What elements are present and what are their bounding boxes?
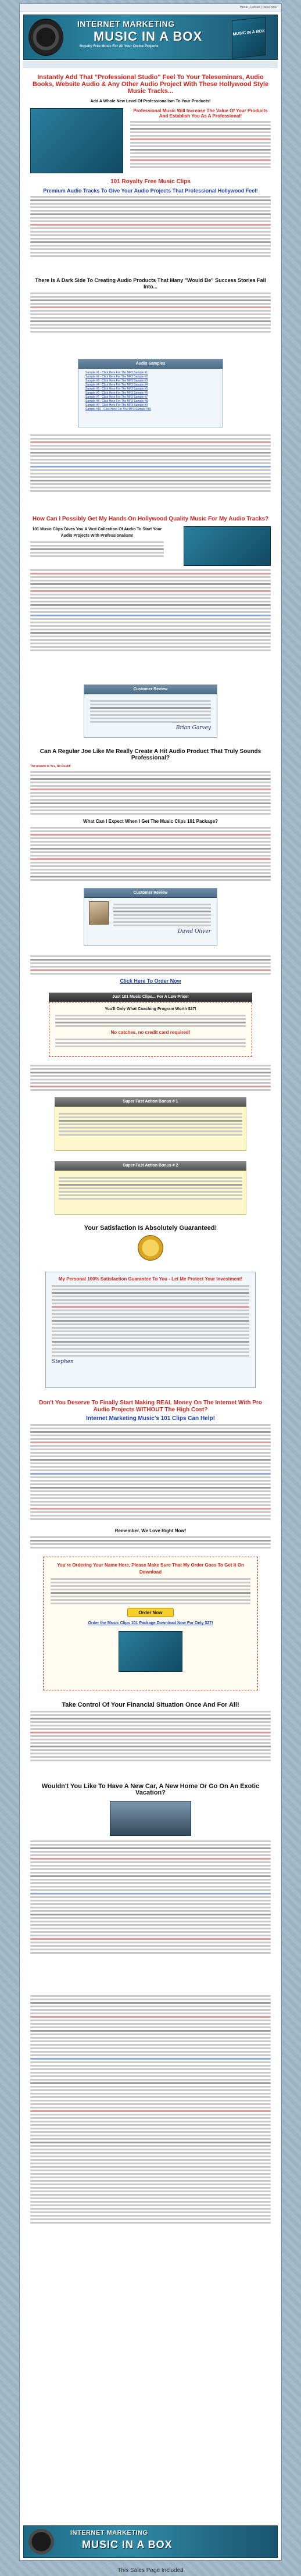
sample-link[interactable]: Sample #3 - Click Here For The MP3 Sample #3: [85, 379, 148, 383]
sample-link[interactable]: Sample #10 - Click Here For The MP3 Sample #10: [85, 408, 151, 411]
order-box-title: You're Ordering Your Name Here, Please Make Sure That My Order Goes To Get It On Download: [57, 1562, 244, 1575]
order-now-button[interactable]: Order Now: [127, 1608, 174, 1617]
hero-subhead: Add A Whole New Level Of Professionalism To Your Products!: [90, 99, 211, 104]
deserve-headline: Don't You Deserve To Finally Start Making REAL Money On The Internet With Pro Audio Projects WITHOUT The High Cost?: [39, 1400, 262, 1413]
offer-body: [49, 1002, 252, 1057]
testimonial-1-body: [84, 694, 217, 734]
product-box-art: [30, 108, 123, 173]
order-box: [43, 1557, 258, 1690]
musician-section: [30, 748, 271, 883]
hero-headline: Instantly Add That "Professional Studio" Feel To Your Teleseminars, Audio Books, Website Audio & Any Other Audio Project With These Hollywood Style Music Tracks...: [32, 74, 269, 95]
pre-bonus: [30, 1062, 271, 1093]
testimonial-2-signature: David Oliver: [177, 929, 211, 934]
product-box-label: MUSIC IN A BOX: [232, 29, 265, 37]
page-caption: This Sales Page Included: [117, 2567, 184, 2574]
product-box-art-2: [184, 526, 271, 566]
footer-line2: MUSIC IN A BOX: [82, 2539, 173, 2550]
car-headline: Wouldn't You Like To Have A New Car, A New Home Or Go On An Exotic Vacation?: [41, 1783, 260, 1796]
header-banner: [23, 15, 278, 60]
guarantee-box: [45, 1272, 256, 1388]
bonus-1-body: [55, 1107, 246, 1151]
guarantee-seal-wrap: [30, 1235, 271, 1261]
order-price-link[interactable]: Order the Music Clips 101 Package Download Now For Only $27!: [88, 1621, 213, 1625]
sample-link[interactable]: Sample #4 - Click Here For The MP3 Sample #4: [85, 383, 148, 387]
offer-line1: You'll Only What Coaching Program Worth $27!: [105, 1007, 196, 1011]
speaker-icon: [28, 19, 63, 56]
dark-side-section: [30, 277, 271, 335]
testimonial-box-1: [84, 684, 217, 738]
offer-title: Just 101 Music Clips... For A Low Price!: [49, 993, 252, 1002]
musician-answer: The answer is Yes, No Doubt!: [30, 765, 71, 768]
offer-box: [49, 993, 252, 1057]
bonus-2-title: Super Fast Action Bonus # 2: [55, 1161, 246, 1171]
remember-headline: Remember, We Love Right Now!: [114, 1528, 187, 1533]
top-links[interactable]: Home | Contact | Order Now: [20, 4, 281, 12]
sample-link[interactable]: Sample #9 - Click Here For The MP3 Sample #9: [85, 404, 148, 407]
testimonial-1-title: Customer Review: [84, 685, 217, 694]
hero-section: [30, 74, 271, 195]
hero-side: [130, 108, 271, 170]
deserve-section: [30, 1400, 271, 1522]
post-samples: [30, 432, 271, 494]
footer-line1: INTERNET MARKETING: [70, 2529, 148, 2536]
header-subtitle: Royalty Free Music For All Your Online Projects: [80, 45, 159, 48]
tracks-subhead: Premium Audio Tracks To Give Your Audio Projects That Professional Hollywood Feel!: [43, 188, 258, 194]
car-image: [110, 1801, 191, 1836]
sales-page: [19, 3, 282, 2561]
order-body: [44, 1557, 257, 1676]
guarantee-section: [30, 1225, 271, 1261]
testimonial-1-signature: Brian Garvey: [175, 725, 211, 731]
guarantee-seal-icon: [138, 1235, 163, 1261]
no-catches: No catches, no credit card required!: [110, 1030, 191, 1035]
hollywood-row: [30, 526, 271, 567]
cta-area: [30, 953, 271, 984]
sample-link[interactable]: Sample #7 - Click Here For The MP3 Sample #7: [85, 395, 148, 399]
product-box-image: [232, 17, 266, 59]
bonus-1-box: [55, 1097, 246, 1151]
car-section: [30, 1783, 271, 1956]
bonus-2-box: [55, 1161, 246, 1215]
order-box-art: [119, 1631, 182, 1672]
samples-list: [78, 369, 223, 414]
control-headline: Take Control Of Your Financial Situation Once And For All!: [62, 1701, 239, 1708]
nav-strip: [23, 61, 278, 68]
guarantee-box-title: My Personal 100% Satisfaction Guarantee To You - Let Me Protect Your Investment!: [58, 1276, 243, 1282]
testimonial-box-2: [84, 888, 217, 946]
footer-header: [23, 2525, 278, 2558]
sample-link[interactable]: Sample #6 - Click Here For The MP3 Sample #6: [85, 391, 148, 395]
control-section: [30, 1702, 271, 1764]
testimonial-2-title: Customer Review: [84, 889, 217, 898]
order-link[interactable]: Click Here To Order Now: [120, 978, 181, 984]
tracks-section: [30, 179, 271, 259]
header-line1: INTERNET MARKETING: [77, 19, 175, 28]
testimonial-2-body: [84, 898, 217, 938]
footer-speaker-icon: [28, 2529, 54, 2554]
remember-section: [30, 1528, 271, 1551]
guarantee-signature: Stephen: [52, 1359, 74, 1365]
guarantee-body: [46, 1272, 255, 1368]
hero-side-title: Professional Music Will Increase The Value Of Your Products And Establish You As A Professional!: [133, 108, 268, 119]
deserve-sub: Internet Marketing Music's 101 Clips Can Help!: [86, 1415, 215, 1422]
hollywood-section: [30, 516, 271, 654]
samples-title: Audio Samples: [78, 359, 223, 369]
hollywood-collection: 101 Music Clips Gives You A Vast Collection Of Audio To Start Your Audio Projects With Professionalism!: [32, 527, 162, 538]
sample-link[interactable]: Sample #5 - Click Here For The MP3 Sample #5: [85, 387, 148, 391]
hollywood-copy: [30, 526, 164, 559]
musician-headline: Can A Regular Joe Like Me Really Create A Hit Audio Product That Truly Sounds Professional?: [40, 748, 261, 761]
guarantee-headline: Your Satisfaction Is Absolutely Guaranteed!: [84, 1225, 217, 1232]
tracks-headline: 101 Royalty Free Music Clips: [110, 179, 191, 185]
samples-box: [78, 359, 223, 427]
customer-photo: [89, 901, 109, 925]
bonus-1-title: Super Fast Action Bonus # 1: [55, 1097, 246, 1107]
header-line2: MUSIC IN A BOX: [94, 29, 203, 44]
sample-link[interactable]: Sample #8 - Click Here For The MP3 Sample #8: [85, 399, 148, 403]
sample-link[interactable]: Sample #1 - Click Here For The MP3 Sample #1: [85, 371, 148, 374]
closing-copy: [30, 1993, 271, 2226]
sample-link[interactable]: Sample #2 - Click Here For The MP3 Sample #2: [85, 375, 148, 379]
bonus-2-body: [55, 1171, 246, 1215]
dark-side-headline: There Is A Dark Side To Creating Audio Products That Many "Would Be" Success Stories Fall Into...: [35, 277, 266, 290]
footer-banner: [23, 2525, 278, 2558]
hollywood-headline: How Can I Possibly Get My Hands On Hollywood Quality Music For My Audio Tracks?: [32, 516, 269, 522]
expect-headline: What Can I Expect When I Get The Music Clips 101 Package?: [83, 818, 218, 824]
